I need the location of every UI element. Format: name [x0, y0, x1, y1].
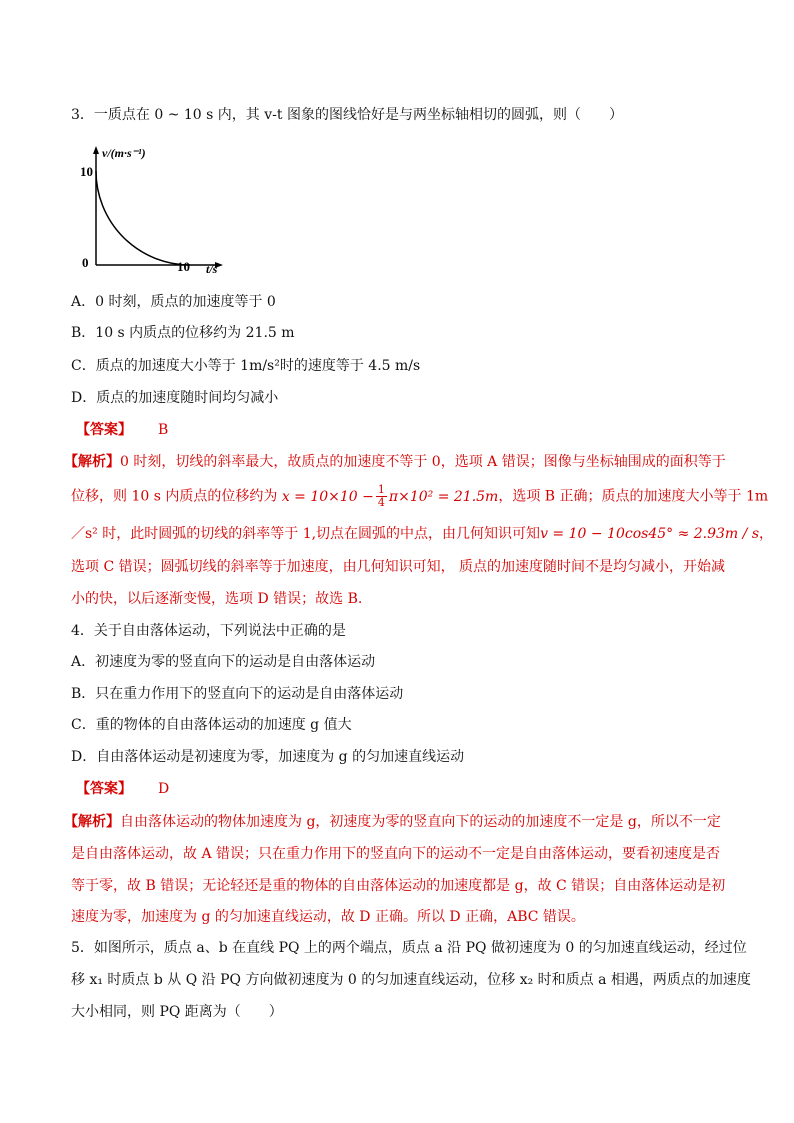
q5-line-3: 大小相同，则 PQ 距离为（ ） — [71, 1004, 283, 1020]
arc-curve — [96, 171, 190, 265]
y-tick-10: 10 — [80, 164, 93, 179]
q4-option-d: D．自由落体运动是初速度为零，加速度为 g 的匀加速直线运动 — [71, 749, 465, 765]
analysis-tag: 【解析】 — [64, 454, 120, 470]
q3-option-a: A．0 时刻，质点的加速度等于 0 — [71, 294, 276, 310]
q4-analysis-line-2: 是自由落体运动，故 A 错误；只在重力作用下的竖直向下的运动不一定是自由落体运动，要看初速度是否 — [71, 846, 721, 862]
q3-option-b: B．10 s 内质点的位移约为 21.5 m — [71, 325, 295, 341]
q4-option-c: C．重的物体的自由落体运动的加速度 g 值大 — [71, 717, 352, 733]
q3-analysis-line-1: 【解析】0 时刻，切线的斜率最大，故质点的加速度不等于 0，选项 A 错误；图像与坐标轴围成的面积等于 — [64, 454, 726, 470]
y-axis-arrow — [93, 146, 99, 154]
formula-displacement: x = 10×10 − $\frac{1}{4}$ π×10² = 21.5m — [281, 483, 499, 509]
q4-answer — [76, 779, 742, 799]
q3-analysis-line-5: 小的快，以后逐渐变慢，选项 D 错误；故选 B. — [71, 591, 363, 607]
q3-analysis-line-3: ／s² 时，此时圆弧的切线的斜率等于 1,切点在圆弧的中点，由几何知识可知v = 10 − 10cos45° ≈ 2.93m / s， — [71, 526, 774, 542]
q5-line-2: 移 x₁ 时质点 b 从 Q 沿 PQ 方向做初速度为 0 的匀加速直线运动，位移 x₂ 时和质点 a 相遇，两质点的加速度 — [71, 972, 751, 988]
answer-tag: 【答案】 — [76, 781, 132, 797]
q3-option-d: D．质点的加速度随时间均匀减小 — [71, 390, 279, 406]
y-axis-label: v/(m·s⁻¹) — [102, 146, 146, 160]
q4-option-a: A．初速度为零的竖直向下的运动是自由落体运动 — [71, 654, 376, 670]
x-tick-10: 10 — [177, 259, 190, 274]
vt-graph — [80, 143, 240, 278]
q5-line-1: 5．如图所示，质点 a、b 在直线 PQ 上的两个端点，质点 a 沿 PQ 做初速度为 0 的匀加速直线运动，经过位 — [71, 940, 747, 956]
answer-tag: 【答案】 — [76, 422, 132, 438]
q4-option-b: B．只在重力作用下的竖直向下的运动是自由落体运动 — [71, 686, 404, 702]
answer-value: D — [158, 781, 170, 797]
q4-analysis-line-3: 等于零，故 B 错误；无论轻还是重的物体的自由落体运动的加速度都是 g，故 C 错误；自由落体运动是初 — [71, 878, 726, 894]
formula-velocity: v = 10 − 10cos45° ≈ 2.93m / s — [540, 526, 760, 542]
q3-analysis-line-2: 位移，则 10 s 内质点的位移约为 x = 10×10 − $\frac{1}{4}$ π×10² = 21.5m，选项 B 正确；质点的加速度大小等于 1m — [71, 483, 769, 509]
analysis-tag: 【解析】 — [64, 814, 120, 830]
q3-option-c: C．质点的加速度大小等于 1m/s²时的速度等于 4.5 m/s — [71, 358, 421, 374]
q4-analysis-line-4: 速度为零，加速度为 g 的匀加速直线运动，故 D 正确。所以 D 正确，ABC 错误。 — [71, 909, 585, 925]
q3-analysis-line-4: 选项 C 错误；圆弧切线的斜率等于加速度，由几何知识可知， 质点的加速度随时间不是均匀减小，开始减 — [71, 559, 726, 575]
origin-label: 0 — [82, 255, 89, 270]
fraction-one-quarter: $\frac{1}{4}$ — [377, 483, 385, 509]
q3-stem: 3．一质点在 0 ~ 10 s 内，其 v-t 图象的图线恰好是与两坐标轴相切的圆弧，则（ ） — [71, 107, 623, 123]
q3-answer — [76, 420, 742, 440]
answer-value: B — [158, 422, 169, 438]
x-axis-label: t/s — [206, 262, 218, 276]
q4-analysis-line-1: 【解析】自由落体运动的物体加速度为 g，初速度为零的竖直向下的运动的加速度不一定是 g，所以不一定 — [64, 814, 721, 830]
q4-stem: 4．关于自由落体运动，下列说法中正确的是 — [71, 623, 346, 639]
